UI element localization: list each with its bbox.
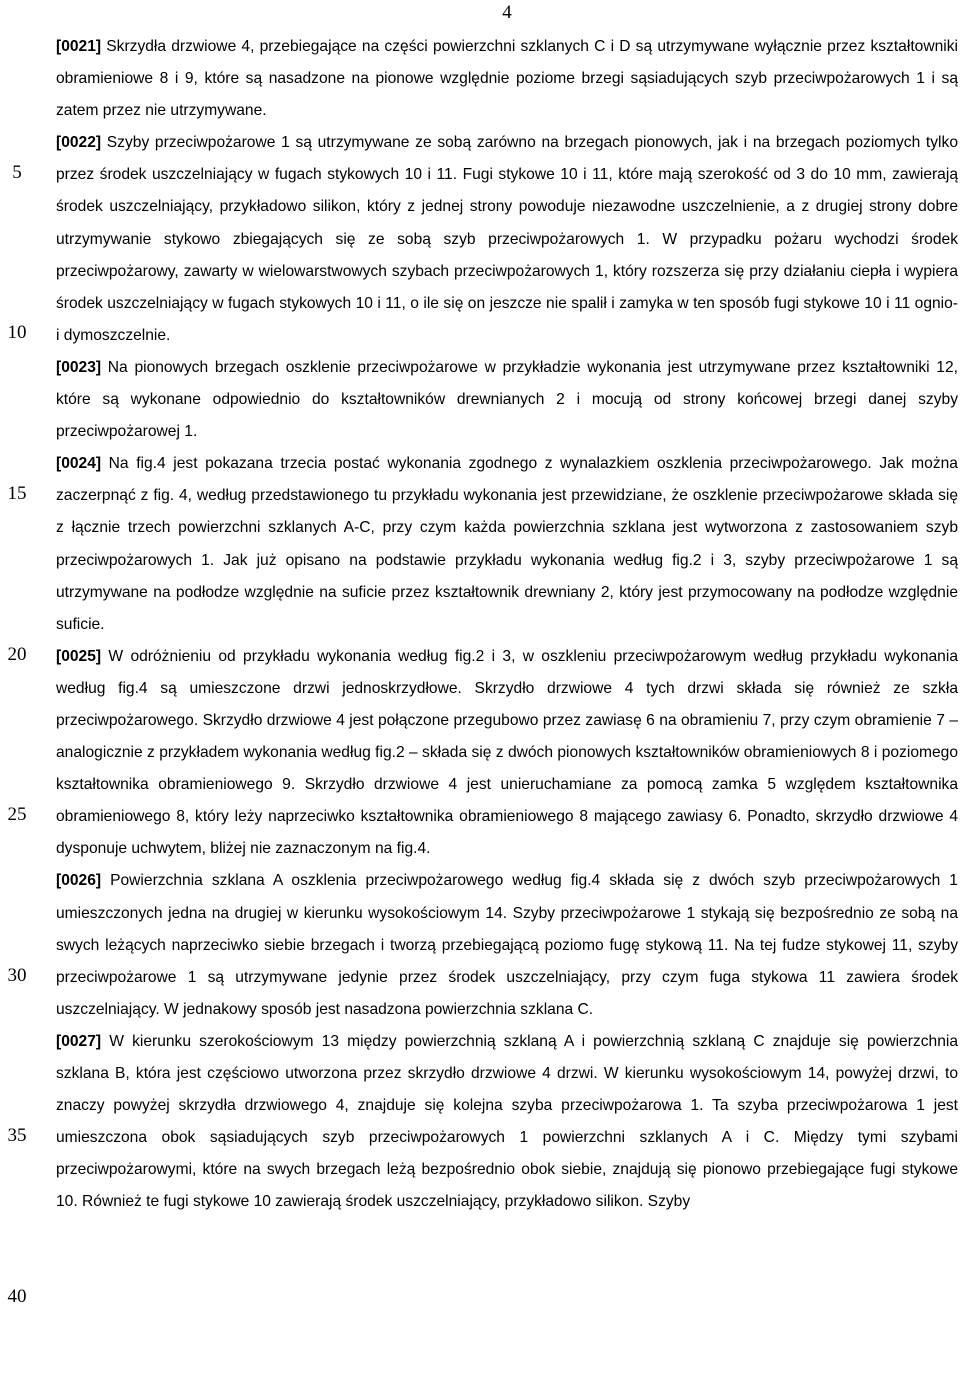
paragraph-text: W odróżnieniu od przykładu wykonania według fig.2 i 3, w oszkleniu przeciwpożarowym według przykładu wykonania według fig.4 są umieszczone drzwi jednoskrzydłowe. Skrzydło drzwiowe 4 tych drzwi składa się również ze szkła przeciwpożarowego. Skrzydło drzwiowe 4 jest połączone przegubowo przez zawiasę 6 na obramieniu 7, przy czym obramienie 7 – analogicznie z przykładem wykonania według fig.2 – składa się z dwóch pionowych kształtowników obramieniowych 8 i poziomego kształtownika obramieniowego 9. Skrzydło drzwiowe 4 jest unieruchamiane za pomocą zamka 5 względem kształtownika obramieniowego 8, który leży naprzeciwko kształtownika obramieniowego 8 mającego zawiasy 6. Ponadto, skrzydło drzwiowe 4 dysponuje uchwytem, bliżej nie zaznaczonym na fig.4.: [56, 647, 958, 858]
line-number: 30: [7, 965, 27, 986]
document-body: [56, 31, 958, 1218]
paragraph-text: W kierunku szerokościowym 13 między powierzchnią szklaną A i powierzchnią szklaną C znajduje się powierzchnia szklana B, która jest częściowo utworzona przez skrzydło drzwiowe 4 drzwi. W kierunku wysokościowym 14, powyżej drzwi, to znaczy powyżej skrzydła drzwiowego 4, znajduje się kolejna szyba przeciwpożarowa 1. Ta szyba przeciwpożarowa 1 jest umieszczona obok sąsiadujących szyb przeciwpożarowych 1 powierzchni szklanych A i C. Między tymi szybami przeciwpożarowymi, które na swych brzegach leżą bezpośrednio obok siebie, znajdują się pionowo przebiegające fugi stykowe 10. Również te fugi stykowe 10 zawierają środek uszczelniający, przykładowo silikon. Szyby: [56, 1032, 958, 1211]
paragraph-id: [0026]: [56, 872, 102, 890]
paragraph-id: [0025]: [56, 647, 102, 665]
paragraph-0026: [56, 865, 958, 1025]
line-number: 25: [7, 804, 27, 825]
line-number-margin: [0, 0, 40, 1384]
line-number: 40: [7, 1286, 27, 1307]
paragraph-text: Skrzydła drzwiowe 4, przebiegające na części powierzchni szklanych C i D są utrzymywane wyłącznie przez kształtowniki obramieniowe 8 i 9, które są nasadzone na pionowe względnie poziome brzegi sąsiadujących szyb przeciwpożarowych 1 i są zatem przez nie utrzymywane.: [56, 38, 958, 120]
paragraph-id: [0027]: [56, 1032, 102, 1050]
paragraph-id: [0021]: [56, 38, 102, 55]
paragraph-0027: [56, 1026, 958, 1219]
paragraph-text: Na pionowych brzegach oszklenie przeciwpożarowe w przykładzie wykonania jest utrzymywane przez kształtowniki 12, które są wykonane odpowiednio do kształtowników drewnianych 2 i mocują od strony końcowej brzegi danej szyby przeciwpożarowej 1.: [56, 358, 958, 441]
paragraph-text: Na fig.4 jest pokazana trzecia postać wykonania zgodnego z wynalazkiem oszklenia przeciwpożarowego. Jak można zaczerpnąć z fig. 4, według przedstawionego tu przykładu wykonania jest przewidziane, że oszklenie przeciwpożarowe składa się z łącznie trzech powierzchni szklanych A-C, przy czym każda powierzchnia szklana jest wytworzona z zastosowaniem szyb przeciwpożarowych 1. Jak już opisano na podstawie przykładu wykonania według fig.2 i 3, szyby przeciwpożarowe 1 są utrzymywane na podłodze względnie na suficie przez kształtownik drewniany 2, który jest przymocowany na podłodze względnie suficie.: [56, 455, 958, 633]
line-number: 20: [7, 644, 27, 665]
paragraph-0023: [56, 352, 958, 448]
line-number: 35: [7, 1125, 27, 1146]
paragraph-0024: [56, 448, 958, 641]
paragraph-id: [0023]: [56, 358, 102, 376]
paragraph-0022: [56, 127, 958, 352]
paragraph-text: Szyby przeciwpożarowe 1 są utrzymywane ze sobą zarówno na brzegach pionowych, jak i na brzegach poziomych tylko przez środek uszczelniający w fugach stykowych 10 i 11. Fugi stykowe 10 i 11, które mają szerokość od 3 do 10 mm, zawierają środek uszczelniający, przykładowo silikon, który z jednej strony powoduje niezawodne uszczelnienie, a z drugiej strony dobre utrzymywanie stykowo zbiegających się ze sobą szyb przeciwpożarowych 1. W przypadku pożaru wychodzi środek przeciwpożarowy, zawarty w wielowarstwowych szybach przeciwpożarowych 1, który rozszerza się przy działaniu ciepła i wypiera środek uszczelniający w fugach stykowych 10 i 11, o ile się on jeszcze nie spalił i zamyka w ten sposób fugi stykowe 10 i 11 ognio- i dymoszczelnie.: [56, 134, 958, 344]
paragraph-0025: [56, 641, 958, 866]
page-number: 4: [502, 2, 512, 23]
line-number: 15: [7, 483, 27, 504]
paragraph-id: [0022]: [56, 134, 102, 152]
paragraph-text: Powierzchnia szklana A oszklenia przeciwpożarowego według fig.4 składa się z dwóch szyb przeciwpożarowych 1 umieszczonych jedna na drugiej w kierunku wysokościowym 14. Szyby przeciwpożarowe 1 stykają się bezpośrednio ze sobą na swych leżących naprzeciwko siebie brzegach i tworzą przebiegającą poziomo fugę stykową 11. Na tej fudze stykowej 11, szyby przeciwpożarowe 1 są utrzymywane jedynie przez środek uszczelniający, przy czym fuga stykowa 11 zawiera środek uszczelniający. W jednakowy sposób jest nasadzona powierzchnia szklana C.: [56, 872, 958, 1018]
paragraph-id: [0024]: [56, 455, 102, 473]
paragraph-0021: [56, 31, 958, 127]
line-number: 5: [12, 162, 22, 183]
line-number: 10: [7, 322, 27, 343]
